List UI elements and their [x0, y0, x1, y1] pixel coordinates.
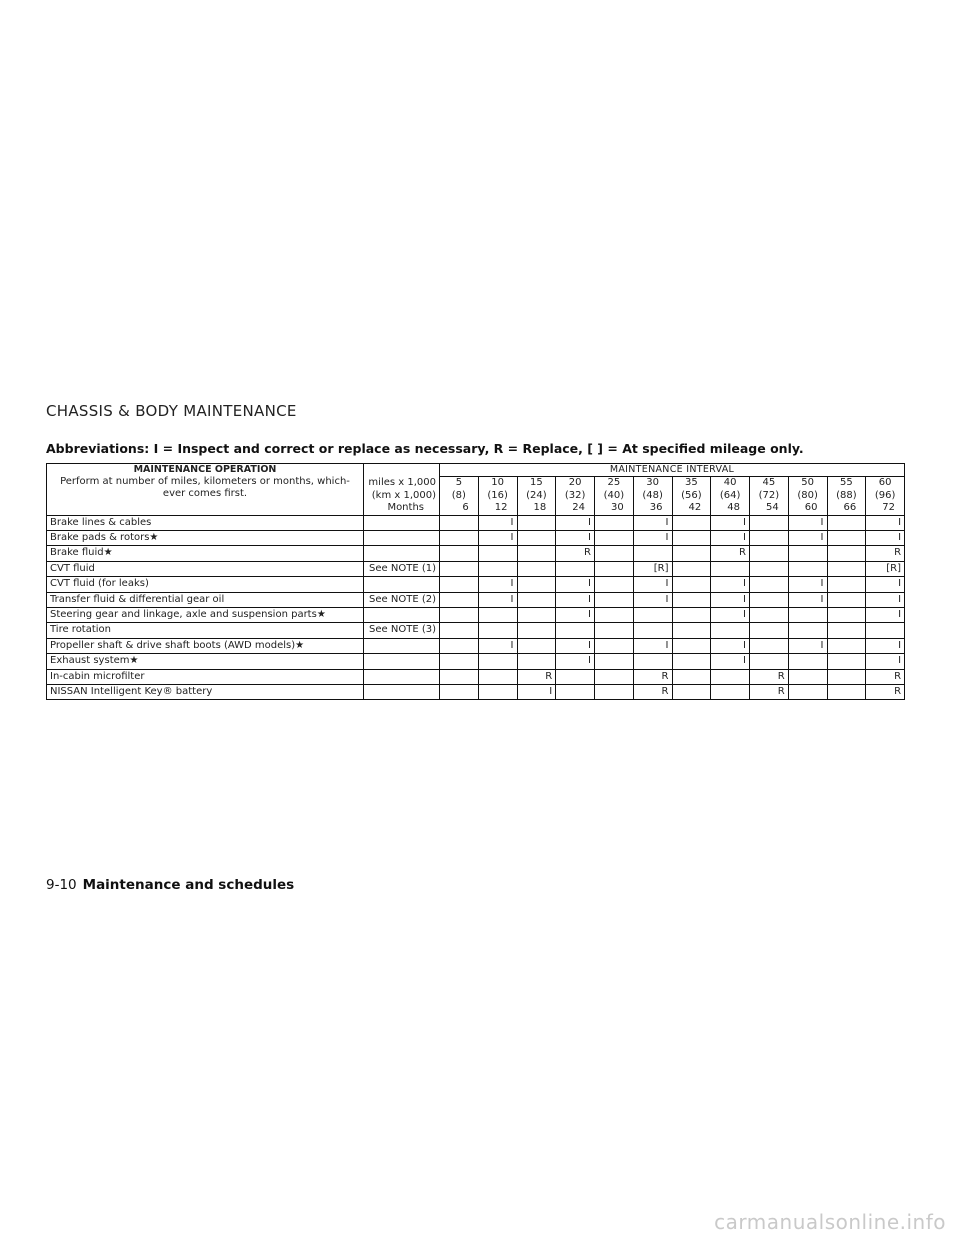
interval-mark	[711, 623, 750, 638]
interval-km: (16)	[487, 489, 508, 501]
operation-name: Brake lines & cables	[47, 515, 364, 530]
operation-note	[364, 577, 440, 592]
interval-mark	[556, 623, 595, 638]
interval-mark: I	[478, 638, 517, 653]
interval-mark	[750, 530, 789, 545]
interval-mark	[827, 515, 866, 530]
interval-mark: I	[711, 515, 750, 530]
interval-mark: I	[556, 577, 595, 592]
interval-mark	[672, 607, 711, 622]
interval-mark	[672, 669, 711, 684]
interval-mark	[827, 592, 866, 607]
interval-mark	[517, 607, 556, 622]
interval-mark	[517, 654, 556, 669]
table-row	[47, 577, 905, 592]
interval-mark	[750, 654, 789, 669]
operation-name: Exhaust system★	[47, 654, 364, 669]
interval-mark: I	[866, 577, 905, 592]
interval-mark	[517, 592, 556, 607]
operation-note	[364, 607, 440, 622]
interval-mark	[478, 684, 517, 699]
table-row	[47, 515, 905, 530]
section-title: CHASSIS & BODY MAINTENANCE	[46, 402, 297, 420]
interval-mark: I	[788, 577, 827, 592]
interval-mark: I	[556, 530, 595, 545]
interval-km: (8)	[451, 489, 466, 501]
interval-mark	[478, 561, 517, 576]
interval-mark	[440, 684, 479, 699]
interval-km: (56)	[681, 489, 702, 501]
interval-months: 48	[727, 502, 740, 513]
interval-mark: I	[866, 530, 905, 545]
table-row	[47, 607, 905, 622]
interval-mark	[440, 638, 479, 653]
operation-note: See NOTE (3)	[364, 623, 440, 638]
maintenance-operation-header	[47, 464, 364, 516]
interval-mark: I	[633, 530, 672, 545]
table-row	[47, 623, 905, 638]
interval-mark	[750, 592, 789, 607]
interval-mark: R	[750, 669, 789, 684]
interval-mark	[827, 607, 866, 622]
page-number: 9-10	[46, 877, 77, 893]
interval-mark: I	[866, 654, 905, 669]
interval-mark	[478, 546, 517, 561]
interval-mark	[672, 654, 711, 669]
interval-months: 30	[611, 502, 624, 513]
interval-km: (96)	[874, 489, 896, 501]
interval-mark	[672, 638, 711, 653]
table-row	[47, 654, 905, 669]
interval-mark	[827, 669, 866, 684]
interval-mark	[750, 623, 789, 638]
interval-mark	[440, 654, 479, 669]
interval-mark	[827, 638, 866, 653]
interval-mark	[633, 546, 672, 561]
interval-mark: I	[711, 530, 750, 545]
interval-months: 54	[766, 502, 779, 513]
interval-mark	[517, 638, 556, 653]
interval-mark: R	[866, 669, 905, 684]
interval-mark	[750, 546, 789, 561]
table-row	[47, 684, 905, 699]
unit-miles: miles x 1,000	[368, 477, 436, 488]
interval-column-header	[595, 477, 634, 516]
interval-mark	[633, 607, 672, 622]
operation-note	[364, 684, 440, 699]
interval-mark	[595, 530, 634, 545]
interval-mark	[595, 515, 634, 530]
interval-months: 36	[649, 502, 663, 513]
interval-km: (88)	[836, 489, 857, 501]
interval-mark	[672, 515, 711, 530]
interval-mark: I	[556, 638, 595, 653]
interval-miles: 60	[878, 477, 892, 488]
interval-mark	[595, 577, 634, 592]
operation-name: Transfer fluid & differential gear oil	[47, 592, 364, 607]
interval-mark	[672, 530, 711, 545]
interval-mark	[788, 684, 827, 699]
interval-mark	[827, 546, 866, 561]
operation-note	[364, 546, 440, 561]
interval-mark: R	[750, 684, 789, 699]
interval-mark	[595, 561, 634, 576]
interval-mark	[672, 684, 711, 699]
chapter-title: Maintenance and schedules	[82, 877, 295, 893]
interval-mark: I	[556, 654, 595, 669]
operation-note	[364, 638, 440, 653]
interval-mark: I	[711, 638, 750, 653]
interval-column-header	[478, 477, 517, 516]
interval-miles: 25	[607, 477, 621, 488]
interval-months: 60	[804, 502, 818, 513]
interval-km: (64)	[719, 489, 741, 501]
interval-column-header	[633, 477, 672, 516]
interval-miles: 45	[762, 477, 776, 488]
interval-km: (24)	[526, 489, 547, 501]
unit-header	[364, 464, 440, 516]
interval-mark: I	[633, 515, 672, 530]
interval-mark: I	[711, 654, 750, 669]
interval-mark	[595, 669, 634, 684]
interval-mark	[788, 654, 827, 669]
interval-mark: I	[478, 577, 517, 592]
interval-months: 24	[572, 502, 585, 513]
interval-km: (80)	[797, 489, 818, 501]
interval-column-header	[866, 477, 905, 516]
interval-mark	[478, 669, 517, 684]
table-row	[47, 530, 905, 545]
interval-mark	[750, 577, 789, 592]
interval-mark	[672, 561, 711, 576]
interval-mark	[827, 623, 866, 638]
operation-name: Brake fluid★	[47, 546, 364, 561]
unit-km: (km x 1,000)	[371, 489, 436, 501]
interval-miles: 20	[568, 477, 582, 488]
interval-mark	[750, 607, 789, 622]
interval-column-header	[788, 477, 827, 516]
interval-mark: R	[517, 669, 556, 684]
interval-mark	[788, 546, 827, 561]
interval-mark: I	[866, 592, 905, 607]
interval-mark: I	[556, 592, 595, 607]
operation-name: CVT fluid (for leaks)	[47, 577, 364, 592]
interval-miles: 10	[491, 477, 504, 488]
interval-mark	[517, 561, 556, 576]
interval-mark	[440, 669, 479, 684]
interval-months: 18	[533, 502, 547, 513]
interval-mark: R	[633, 684, 672, 699]
interval-mark	[595, 638, 634, 653]
interval-months: 6	[462, 502, 469, 513]
interval-mark: R	[556, 546, 595, 561]
interval-mark	[633, 654, 672, 669]
operation-note: See NOTE (2)	[364, 592, 440, 607]
interval-mark: I	[517, 684, 556, 699]
interval-mark: R	[633, 669, 672, 684]
interval-mark	[711, 684, 750, 699]
interval-months: 66	[843, 502, 857, 513]
table-row	[47, 592, 905, 607]
interval-mark	[711, 561, 750, 576]
interval-mark: I	[788, 515, 827, 530]
interval-mark: I	[633, 577, 672, 592]
interval-column-header	[750, 477, 789, 516]
interval-mark: [R]	[633, 561, 672, 576]
interval-mark	[517, 530, 556, 545]
table-row	[47, 669, 905, 684]
interval-mark	[517, 577, 556, 592]
interval-column-header	[517, 477, 556, 516]
interval-mark	[440, 623, 479, 638]
interval-mark	[750, 638, 789, 653]
interval-mark	[788, 669, 827, 684]
interval-mark: I	[866, 515, 905, 530]
interval-mark	[711, 669, 750, 684]
interval-months: 72	[882, 502, 896, 513]
interval-mark: I	[478, 515, 517, 530]
interval-mark	[750, 561, 789, 576]
operation-note	[364, 654, 440, 669]
interval-mark: I	[788, 530, 827, 545]
interval-mark	[750, 515, 789, 530]
interval-months: 42	[688, 502, 702, 513]
interval-mark	[788, 607, 827, 622]
interval-mark	[440, 530, 479, 545]
interval-mark	[672, 623, 711, 638]
maintenance-interval-header: MAINTENANCE INTERVAL	[440, 464, 905, 477]
interval-km: (32)	[564, 489, 586, 501]
unit-months: Months	[387, 502, 424, 513]
interval-mark: [R]	[866, 561, 905, 576]
interval-mark: I	[788, 638, 827, 653]
interval-mark	[672, 592, 711, 607]
interval-mark	[517, 623, 556, 638]
interval-mark	[440, 546, 479, 561]
interval-mark: I	[788, 592, 827, 607]
interval-mark: I	[866, 638, 905, 653]
interval-mark: I	[866, 607, 905, 622]
interval-miles: 5	[455, 477, 463, 488]
interval-mark: R	[866, 684, 905, 699]
interval-mark	[827, 561, 866, 576]
interval-mark: I	[478, 530, 517, 545]
interval-km: (48)	[642, 489, 663, 501]
interval-mark: R	[866, 546, 905, 561]
interval-column-header	[672, 477, 711, 516]
watermark: carmanualsonline.info	[714, 1210, 946, 1234]
interval-km: (72)	[758, 489, 780, 501]
interval-mark	[672, 546, 711, 561]
interval-mark	[440, 515, 479, 530]
operation-note: See NOTE (1)	[364, 561, 440, 576]
interval-mark: I	[478, 592, 517, 607]
interval-mark	[633, 623, 672, 638]
operation-note	[364, 530, 440, 545]
table-row	[47, 638, 905, 653]
interval-mark	[788, 623, 827, 638]
interval-mark	[517, 515, 556, 530]
interval-miles: 40	[723, 477, 737, 488]
interval-miles: 55	[840, 477, 853, 488]
operation-name: Brake pads & rotors★	[47, 530, 364, 545]
operation-name: Tire rotation	[47, 623, 364, 638]
interval-column-header	[827, 477, 866, 516]
interval-mark: I	[633, 638, 672, 653]
interval-km: (40)	[603, 489, 625, 501]
interval-mark	[672, 577, 711, 592]
operation-note	[364, 515, 440, 530]
operation-name: In-cabin microfilter	[47, 669, 364, 684]
interval-mark: I	[711, 607, 750, 622]
interval-mark	[517, 546, 556, 561]
interval-column-header	[556, 477, 595, 516]
interval-mark	[595, 654, 634, 669]
interval-mark	[595, 684, 634, 699]
interval-mark	[827, 684, 866, 699]
interval-mark	[827, 577, 866, 592]
interval-mark	[595, 592, 634, 607]
abbreviations-legend: Abbreviations: I = Inspect and correct or replace as necessary, R = Replace, [ ] = At specified mileage only.	[46, 441, 804, 456]
operation-name: CVT fluid	[47, 561, 364, 576]
table-row	[47, 561, 905, 576]
interval-mark	[440, 561, 479, 576]
interval-miles: 15	[530, 477, 543, 488]
interval-months: 12	[494, 502, 508, 513]
interval-miles: 30	[646, 477, 659, 488]
interval-mark: I	[711, 577, 750, 592]
interval-mark: I	[556, 607, 595, 622]
interval-mark	[556, 561, 595, 576]
interval-column-header	[440, 477, 479, 516]
interval-mark: I	[711, 592, 750, 607]
interval-mark	[595, 546, 634, 561]
maintenance-table	[46, 463, 905, 700]
interval-mark	[440, 607, 479, 622]
interval-mark	[556, 669, 595, 684]
interval-mark	[478, 607, 517, 622]
operation-name: Propeller shaft & drive shaft boots (AWD models)★	[47, 638, 364, 653]
interval-mark	[556, 684, 595, 699]
interval-mark	[478, 623, 517, 638]
interval-mark	[788, 561, 827, 576]
maintenance-operation-description: Perform at number of miles, kilometers or months, which-ever comes first.	[60, 476, 350, 499]
interval-mark: I	[556, 515, 595, 530]
table-row	[47, 546, 905, 561]
interval-mark	[440, 577, 479, 592]
interval-mark	[478, 654, 517, 669]
interval-mark	[827, 654, 866, 669]
interval-column-header	[711, 477, 750, 516]
interval-mark	[595, 607, 634, 622]
interval-mark	[827, 530, 866, 545]
interval-miles: 50	[801, 477, 814, 488]
interval-mark: I	[633, 592, 672, 607]
operation-name: NISSAN Intelligent Key® battery	[47, 684, 364, 699]
interval-miles: 35	[685, 477, 698, 488]
operation-name: Steering gear and linkage, axle and suspension parts★	[47, 607, 364, 622]
interval-mark	[866, 623, 905, 638]
operation-note	[364, 669, 440, 684]
interval-mark	[595, 623, 634, 638]
interval-mark	[440, 592, 479, 607]
page-footer	[46, 877, 294, 893]
maintenance-operation-title: MAINTENANCE OPERATION	[133, 464, 277, 475]
interval-mark: R	[711, 546, 750, 561]
